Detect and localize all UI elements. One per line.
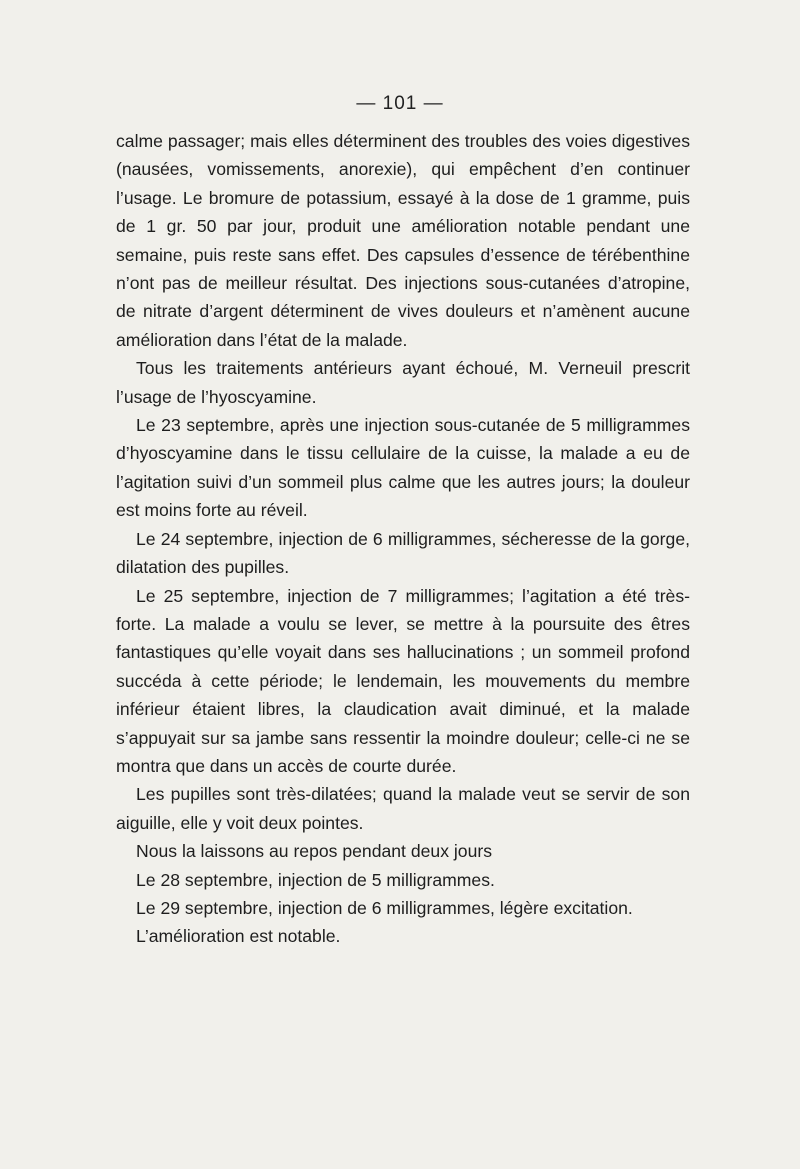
paragraph-5: Le 25 septembre, injection de 7 milligrammes; l’agitation a été très-forte. La malade a voulu se lever, se mettre à la poursuite des êtres fantastiques qu’elle voyait dans ses hallucinations ; un sommeil profond succéda à cette période; le lendemain, les mouvements du membre inférieur étaient libres, la claudication avait diminué, et la malade s’appuyait sur sa jambe sans ressentir la moindre douleur; celle-ci ne se montra que dans un accès de courte durée. xyxy=(116,585,690,776)
body-text xyxy=(116,127,690,951)
paragraph-8: Le 28 septembre, injection de 5 milligrammes. xyxy=(136,869,495,890)
paragraph-10: L’amélioration est notable. xyxy=(136,926,341,947)
paragraph-4: Le 24 septembre, injection de 6 milligrammes, sécheresse de la gorge, dilatation des pupilles. xyxy=(116,528,690,578)
page-number: — 101 — xyxy=(356,93,444,114)
paragraph-6: Les pupilles sont très-dilatées; quand la malade veut se servir de son aiguille, elle y voit deux pointes. xyxy=(116,784,690,833)
paragraph-2: Tous les traitements antérieurs ayant échoué, M. Verneuil prescrit l’usage de l’hyoscyamine. xyxy=(116,358,690,407)
paragraph-3: Le 23 septembre, après une injection sous-cutanée de 5 milligrammes d’hyoscyamine dans le tissu cellulaire de la cuisse, la malade a eu de l’agitation suivi d’un sommeil plus calme que les autres jours; la douleur est moins forte au réveil. xyxy=(116,415,690,521)
paragraph-1: calme passager; mais elles déterminent des troubles des voies digestives (nausées, vomissements, anorexie), qui empêchent d’en continuer l’usage. Le bromure de potassium, essayé à la dose de 1 gramme, puis de 1 gr. 50 par jour, produit une amélioration notable pendant une semaine, puis reste sans effet. Des capsules d’essence de térébenthine n’ont pas de meilleur résultat. Des injections sous-cutanées d’atropine, de nitrate d’argent déterminent de vives douleurs et n’amènent aucune amélioration dans l’état de la malade. xyxy=(116,131,690,350)
paragraph-7: Nous la laissons au repos pendant deux jours xyxy=(136,841,493,862)
paragraph-9: Le 29 septembre, injection de 6 milligrammes, légère excitation. xyxy=(136,897,633,918)
